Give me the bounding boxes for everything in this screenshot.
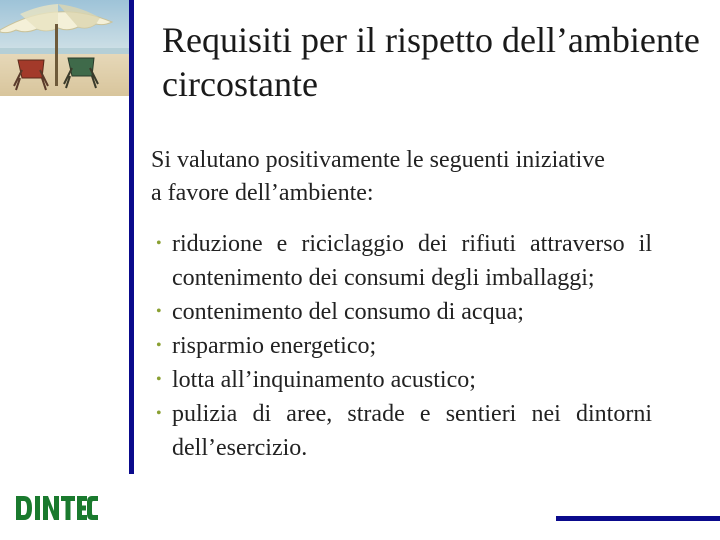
title-line-1: Requisiti per il rispetto dell’ambiente xyxy=(162,20,700,60)
dintec-logo xyxy=(16,492,98,524)
bullet-text: lotta all’inquinamento acustico; xyxy=(172,367,476,393)
title-line-2: circostante xyxy=(162,64,318,104)
bullet-dot-icon: • xyxy=(156,371,162,388)
bullet-list xyxy=(156,227,652,465)
bullet-text: risparmio energetico; xyxy=(172,333,377,359)
intro-text xyxy=(151,144,691,210)
intro-line-2: a favore dell’ambiente: xyxy=(151,180,374,206)
bullet-item xyxy=(156,397,652,465)
bullet-item xyxy=(156,329,652,363)
bullet-item xyxy=(156,363,652,397)
bullet-dot-icon: • xyxy=(156,337,162,354)
bullet-text: contenimento del consumo di acqua; xyxy=(172,299,524,325)
bullet-dot-icon: • xyxy=(156,235,162,252)
bullet-text: pulizia di aree, strade e sentieri nei dintorni dell’esercizio. xyxy=(172,401,652,461)
vertical-accent-bar xyxy=(129,0,134,474)
intro-line-1: Si valutano positivamente le seguenti iniziative xyxy=(151,147,605,173)
bullet-dot-icon: • xyxy=(156,405,162,422)
bullet-text: riduzione e riciclaggio dei rifiuti attraverso il contenimento dei consumi degli imballaggi; xyxy=(172,231,652,291)
bullet-dot-icon: • xyxy=(156,303,162,320)
bullet-item xyxy=(156,227,652,295)
slide-title xyxy=(162,18,720,106)
horizontal-accent-bar xyxy=(556,516,720,521)
beach-umbrella-photo xyxy=(0,0,130,96)
bullet-item xyxy=(156,295,652,329)
